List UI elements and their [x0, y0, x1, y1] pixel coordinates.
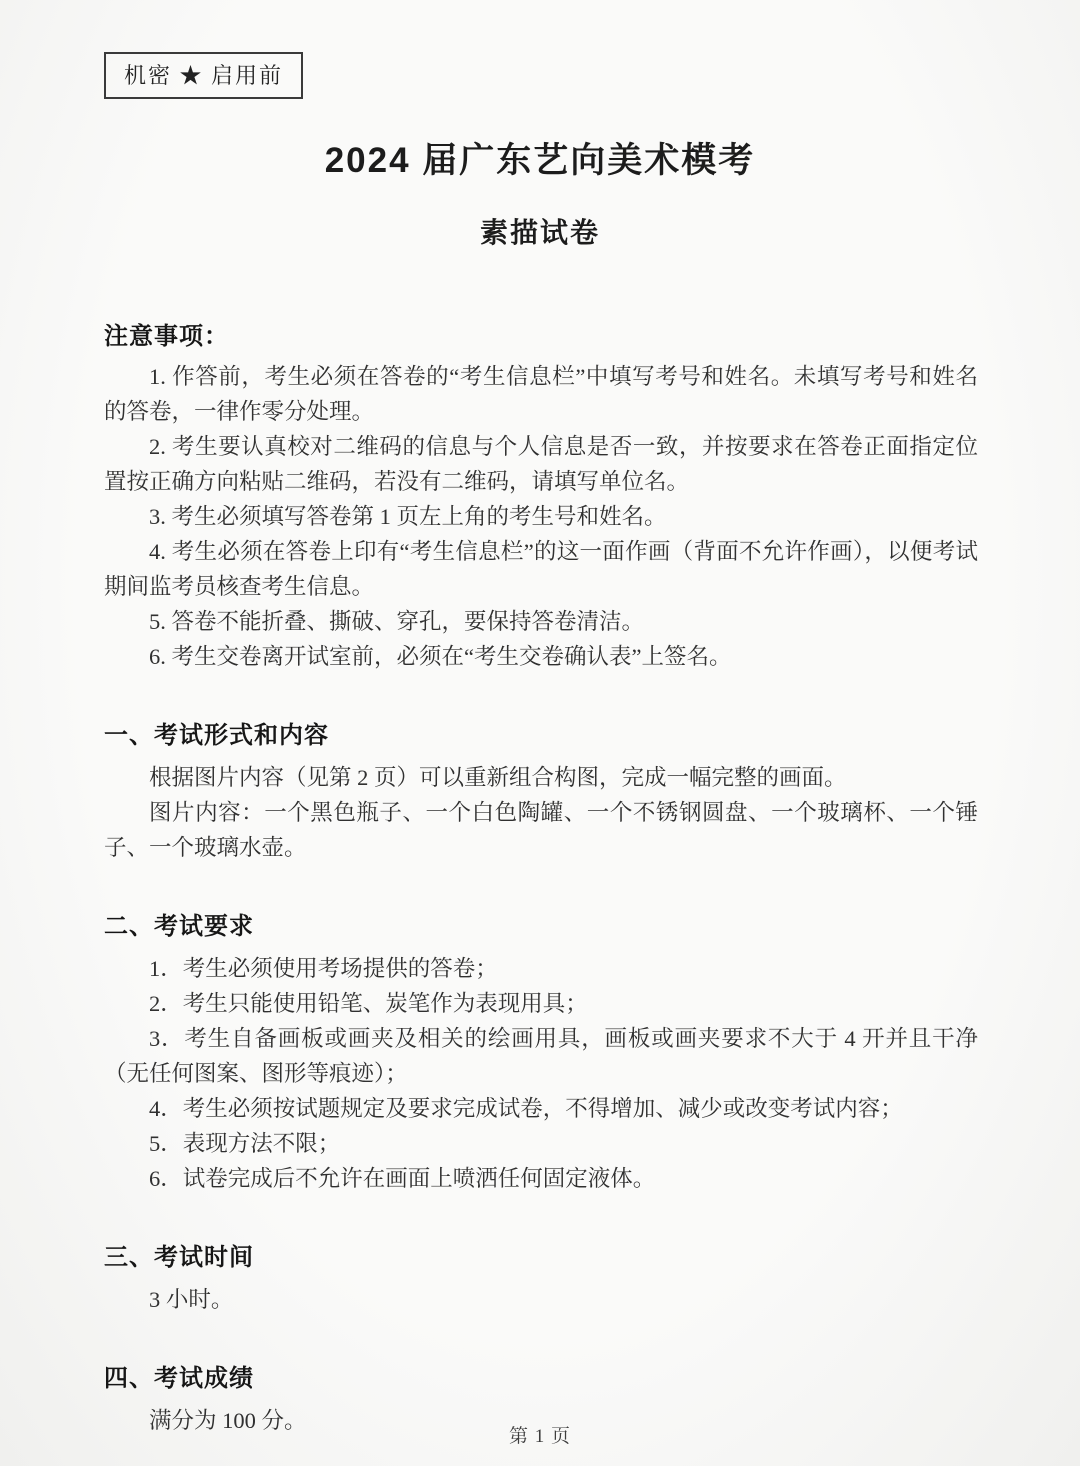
section-paragraph: 1．考生必须使用考场提供的答卷； [149, 956, 498, 981]
section-paragraph: 2．考生只能使用铅笔、炭笔作为表现用具； [149, 991, 588, 1016]
section-paragraph: 图片内容：一个黑色瓶子、一个白色陶罐、一个不锈钢圆盘、一个玻璃杯、一个锤子、一个玻璃水壶。 [104, 800, 978, 860]
document-body [0, 321, 1080, 1438]
section-exam-format [104, 720, 978, 865]
notice-item: 2. 考生要认真校对二维码的信息与个人信息是否一致，并按要求在答卷正面指定位置按正确方向粘贴二维码，若没有二维码，请填写单位名。 [104, 434, 978, 494]
section-paragraph: 4．考生必须按试题规定及要求完成试卷，不得增加、减少或改变考试内容； [149, 1096, 903, 1121]
section-paragraph: 3 小时。 [149, 1287, 234, 1312]
notice-item: 3. 考生必须填写答卷第 1 页左上角的考生号和姓名。 [149, 504, 667, 529]
confidential-stamp: 机密 ★ 启用前 [104, 52, 303, 99]
section-paragraph: 满分为 100 分。 [149, 1408, 307, 1433]
notice-item: 1. 作答前，考生必须在答卷的“考生信息栏”中填写考号和姓名。未填写考号和姓名的答卷，一律作零分处理。 [104, 364, 978, 424]
page-number: 第 1 页 [508, 1426, 571, 1447]
section-paragraph: 3．考生自备画板或画夹及相关的绘画用具，画板或画夹要求不大于 4 开并且干净（无任何图案、图形等痕迹）； [104, 1026, 978, 1086]
notice-heading: 注意事项： [104, 323, 229, 350]
section-heading: 一、考试形式和内容 [104, 722, 329, 749]
notice-section [104, 321, 978, 674]
notice-item: 4. 考生必须在答卷上印有“考生信息栏”的这一面作画（背面不允许作画），以便考试期间监考员核查考生信息。 [104, 539, 978, 599]
page-subtitle: 素描试卷 [479, 217, 600, 248]
notice-item: 5. 答卷不能折叠、撕破、穿孔，要保持答卷清洁。 [149, 609, 645, 634]
section-paragraph: 根据图片内容（见第 2 页）可以重新组合构图，完成一幅完整的画面。 [149, 765, 847, 790]
section-exam-requirements [104, 911, 978, 1196]
section-paragraph: 6．试卷完成后不允许在画面上喷洒任何固定液体。 [149, 1166, 656, 1191]
section-heading: 四、考试成绩 [104, 1365, 254, 1392]
notice-item: 6. 考生交卷离开试室前，必须在“考生交卷确认表”上签名。 [149, 644, 732, 669]
section-heading: 三、考试时间 [104, 1244, 254, 1271]
section-exam-time [104, 1242, 978, 1317]
section-paragraph: 5．表现方法不限； [149, 1131, 341, 1156]
section-heading: 二、考试要求 [104, 913, 254, 940]
page-title: 2024 届广东艺向美术模考 [324, 141, 756, 180]
